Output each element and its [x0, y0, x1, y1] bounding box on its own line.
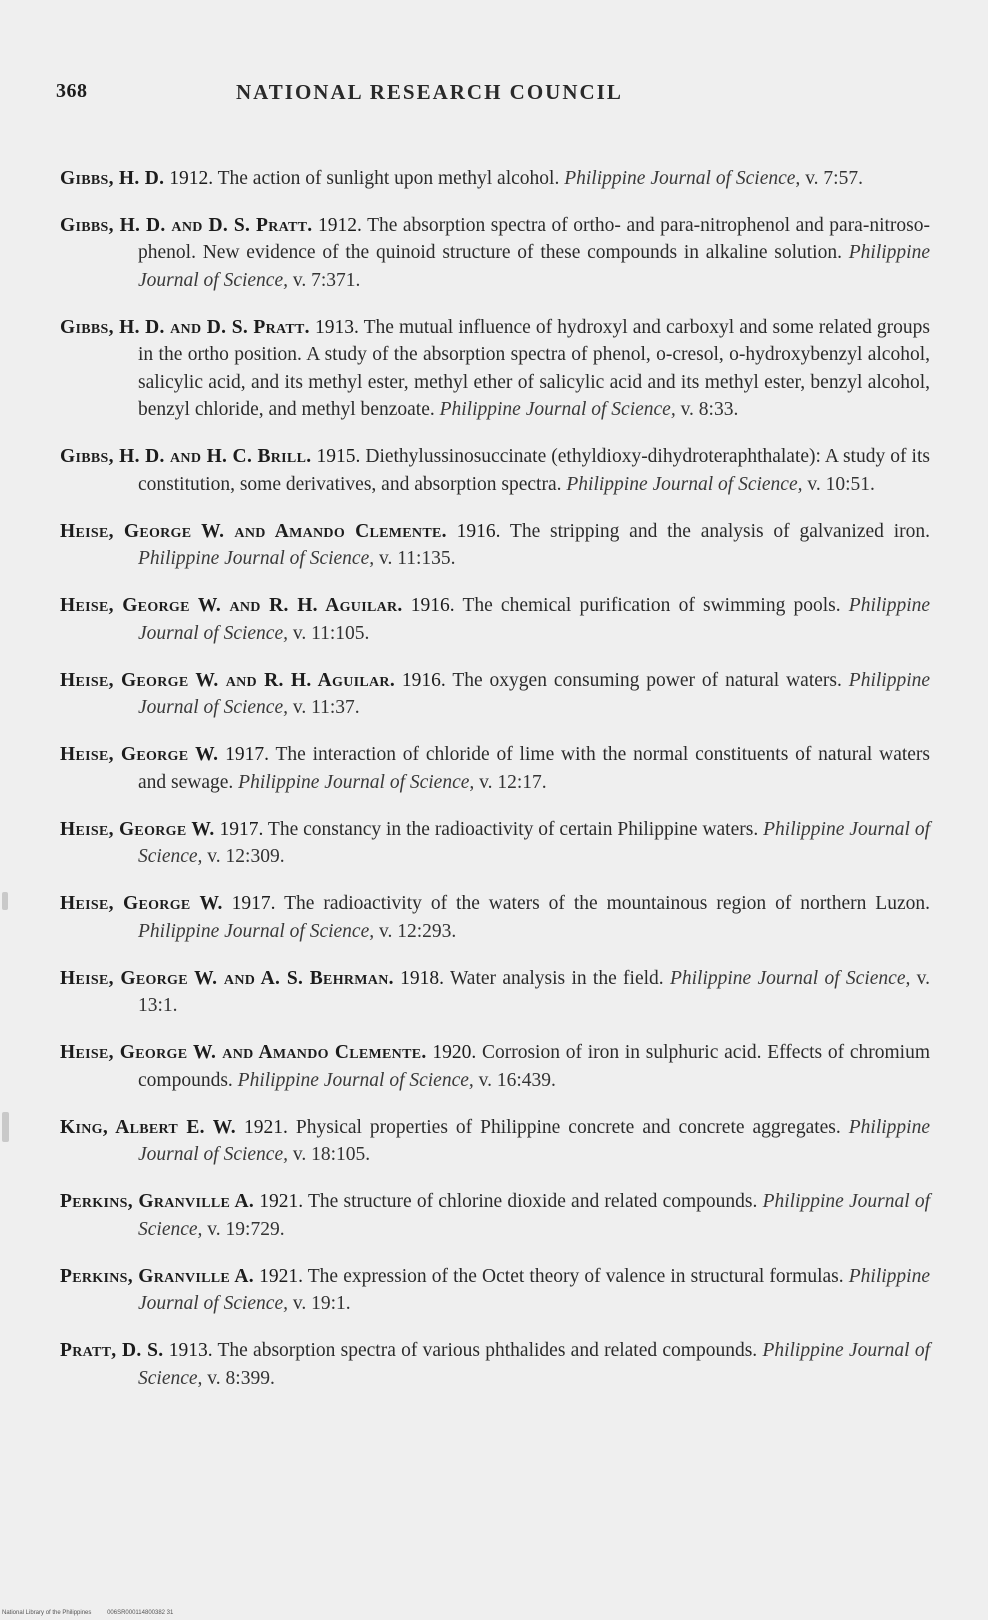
entry-author: Perkins, Granville A. [60, 1265, 254, 1287]
bibliography-entry [60, 443, 930, 498]
bibliography-entry [60, 1114, 930, 1169]
entry-title: The radioactivity of the waters of the mountainous region of northern Luzon. [284, 893, 930, 914]
entry-citation: v. 8:399. [207, 1367, 275, 1389]
bibliography-entry [60, 1188, 930, 1243]
entry-year: 1915. [316, 446, 361, 467]
page-number: 368 [56, 80, 88, 102]
entry-citation: v. 7:371. [292, 269, 361, 291]
entry-title: The stripping and the analysis of galvanized iron. [509, 520, 930, 542]
bibliography-entry [60, 1039, 930, 1094]
entry-title: The absorption spectra of various phthalides and related compounds. [217, 1340, 758, 1361]
entry-author: Heise, George W. and A. S. Behrman. [60, 967, 394, 989]
entry-year: 1920. [432, 1042, 477, 1063]
entry-citation: v. 19:729. [207, 1218, 285, 1240]
entry-title: The chemical purification of swimming pools. [462, 595, 841, 616]
entry-citation: v. 8:33. [680, 399, 739, 420]
entry-citation: v. 16:439. [478, 1069, 556, 1091]
running-head: NATIONAL RESEARCH COUNCIL [236, 80, 623, 104]
entry-author: Gibbs, H. D. and H. C. Brill. [60, 446, 312, 467]
entry-year: 1916. [401, 669, 446, 691]
page-header [56, 80, 926, 114]
bibliography-entry [60, 965, 930, 1020]
entry-title: Physical properties of Philippine concrete and concrete aggregates. [295, 1116, 841, 1138]
bibliography-entry [60, 667, 930, 722]
entry-citation: v. 12:17. [479, 771, 547, 793]
entry-citation: v. 11:37. [292, 697, 360, 718]
entry-citation: v. 12:293. [378, 920, 457, 942]
entry-journal: Philippine Journal of Science, [138, 548, 375, 569]
entry-author: Gibbs, H. D. and D. S. Pratt. [60, 214, 313, 236]
entry-year: 1916. [456, 520, 501, 542]
entry-journal: Philippine Journal of Science, [237, 1069, 474, 1091]
scan-mark-left-top [2, 892, 8, 910]
entry-citation: v. 12:309. [207, 846, 285, 867]
entry-author: Pratt, D. S. [60, 1340, 164, 1361]
entry-title: The action of sunlight upon methyl alcohol. [217, 167, 560, 189]
bibliography-list [60, 145, 930, 1400]
entry-title: The expression of the Octet theory of valence in structural formulas. [307, 1265, 844, 1287]
footer-identifier: 006SR000114800382 31 [107, 1610, 174, 1616]
entry-title: The absorption spectra of ortho- and para-nitrophenol and para-nitroso-phenol. New evidence of the quinoid structure of these compounds in alkaline solution. [138, 214, 930, 263]
entry-title: The constancy in the radioactivity of certain Philippine waters. [267, 818, 759, 840]
entry-year: 1921. [259, 1265, 303, 1287]
entry-year: 1921. [243, 1116, 288, 1138]
scan-footer [2, 1610, 187, 1616]
bibliography-entry [60, 212, 930, 295]
entry-journal: Philippine Journal of Science, [138, 669, 931, 718]
entry-author: Heise, George W. and Amando Clemente. [60, 520, 447, 542]
entry-citation: v. 18:105. [292, 1144, 371, 1165]
entry-author: Heise, George W. [60, 744, 219, 765]
entry-title: The mutual influence of hydroxyl and carboxyl and some related groups in the ortho position. A study of the absorption spectra of phenol, o-cresol, o-hydroxybenzyl alcohol, salicylic acid, and its methyl ester, methyl ether of salicylic acid and its methyl ester, benzyl alcohol, benzyl chloride, and methyl benzoate. [138, 316, 930, 420]
entry-journal: Philippine Journal of Science, [138, 1116, 931, 1165]
entry-citation: v. 11:105. [292, 622, 370, 644]
bibliography-entry [60, 518, 930, 573]
entry-title: The interaction of chloride of lime with the normal constituents of natural waters and sewage. [138, 744, 931, 793]
entry-author: King, Albert E. W. [60, 1116, 236, 1138]
entry-citation: v. 7:57. [805, 167, 863, 189]
entry-author: Heise, George W. and R. H. Aguilar. [60, 595, 403, 616]
entry-journal: Philippine Journal of Science, [138, 1265, 930, 1314]
entry-citation: v. 10:51. [807, 473, 875, 495]
bibliography-entry [60, 1337, 930, 1392]
entry-year: 1916. [410, 595, 455, 616]
entry-journal: Philippine Journal of Science, [439, 399, 676, 420]
bibliography-entry [60, 890, 930, 945]
entry-author: Heise, George W. and Amando Clemente. [60, 1042, 427, 1063]
entry-title: Diethylussinosuccinate (ethyldioxy-dihydroteraphthalate): A study of its constitution, some derivatives, and absorption spectra. [138, 446, 930, 495]
entry-journal: Philippine Journal of Science, [138, 1191, 931, 1240]
bibliography-entry [60, 314, 930, 424]
bibliography-entry [60, 1263, 930, 1318]
entry-year: 1918. [400, 967, 444, 989]
entry-title: The oxygen consuming power of natural waters. [452, 669, 842, 691]
entry-author: Heise, George W. [60, 893, 223, 914]
bibliography-entry [60, 592, 930, 647]
entry-citation: v. 11:135. [378, 548, 456, 569]
entry-year: 1917. [219, 818, 264, 840]
entry-author: Gibbs, H. D. and D. S. Pratt. [60, 316, 310, 338]
entry-journal: Philippine Journal of Science, [238, 771, 475, 793]
entry-title: Water analysis in the field. [449, 967, 664, 989]
entry-title: Corrosion of iron in sulphuric acid. Effects of chromium compounds. [138, 1042, 931, 1091]
entry-journal: Philippine Journal of Science, [138, 595, 931, 644]
entry-journal: Philippine Journal of Science, [138, 920, 375, 942]
entry-journal: Philippine Journal of Science, [669, 967, 911, 989]
entry-citation: v. 19:1. [292, 1293, 351, 1314]
entry-journal: Philippine Journal of Science, [564, 167, 801, 189]
bibliography-entry [60, 165, 930, 193]
entry-author: Gibbs, H. D. [60, 167, 165, 189]
bibliography-entry [60, 741, 930, 796]
entry-journal: Philippine Journal of Science, [138, 242, 931, 291]
footer-library: National Library of the Philippines [2, 1610, 92, 1616]
entry-author: Perkins, Granville A. [60, 1191, 255, 1212]
entry-year: 1913. [314, 316, 359, 338]
entry-year: 1917. [231, 893, 276, 914]
entry-journal: Philippine Journal of Science, [566, 473, 803, 495]
bibliography-entry [60, 816, 930, 871]
scan-mark-left-bottom [2, 1112, 9, 1142]
entry-citation: v. 13:1. [138, 967, 931, 1016]
entry-year: 1913. [168, 1340, 213, 1361]
entry-title: The structure of chlorine dioxide and related compounds. [307, 1191, 758, 1212]
entry-journal: Philippine Journal of Science, [138, 1340, 931, 1389]
entry-journal: Philippine Journal of Science, [138, 818, 931, 867]
entry-year: 1912. [169, 167, 214, 189]
entry-author: Heise, George W. [60, 818, 215, 840]
entry-author: Heise, George W. and R. H. Aguilar. [60, 669, 395, 691]
entry-year: 1912. [318, 214, 362, 236]
entry-year: 1921. [259, 1191, 304, 1212]
entry-year: 1917. [225, 744, 270, 765]
